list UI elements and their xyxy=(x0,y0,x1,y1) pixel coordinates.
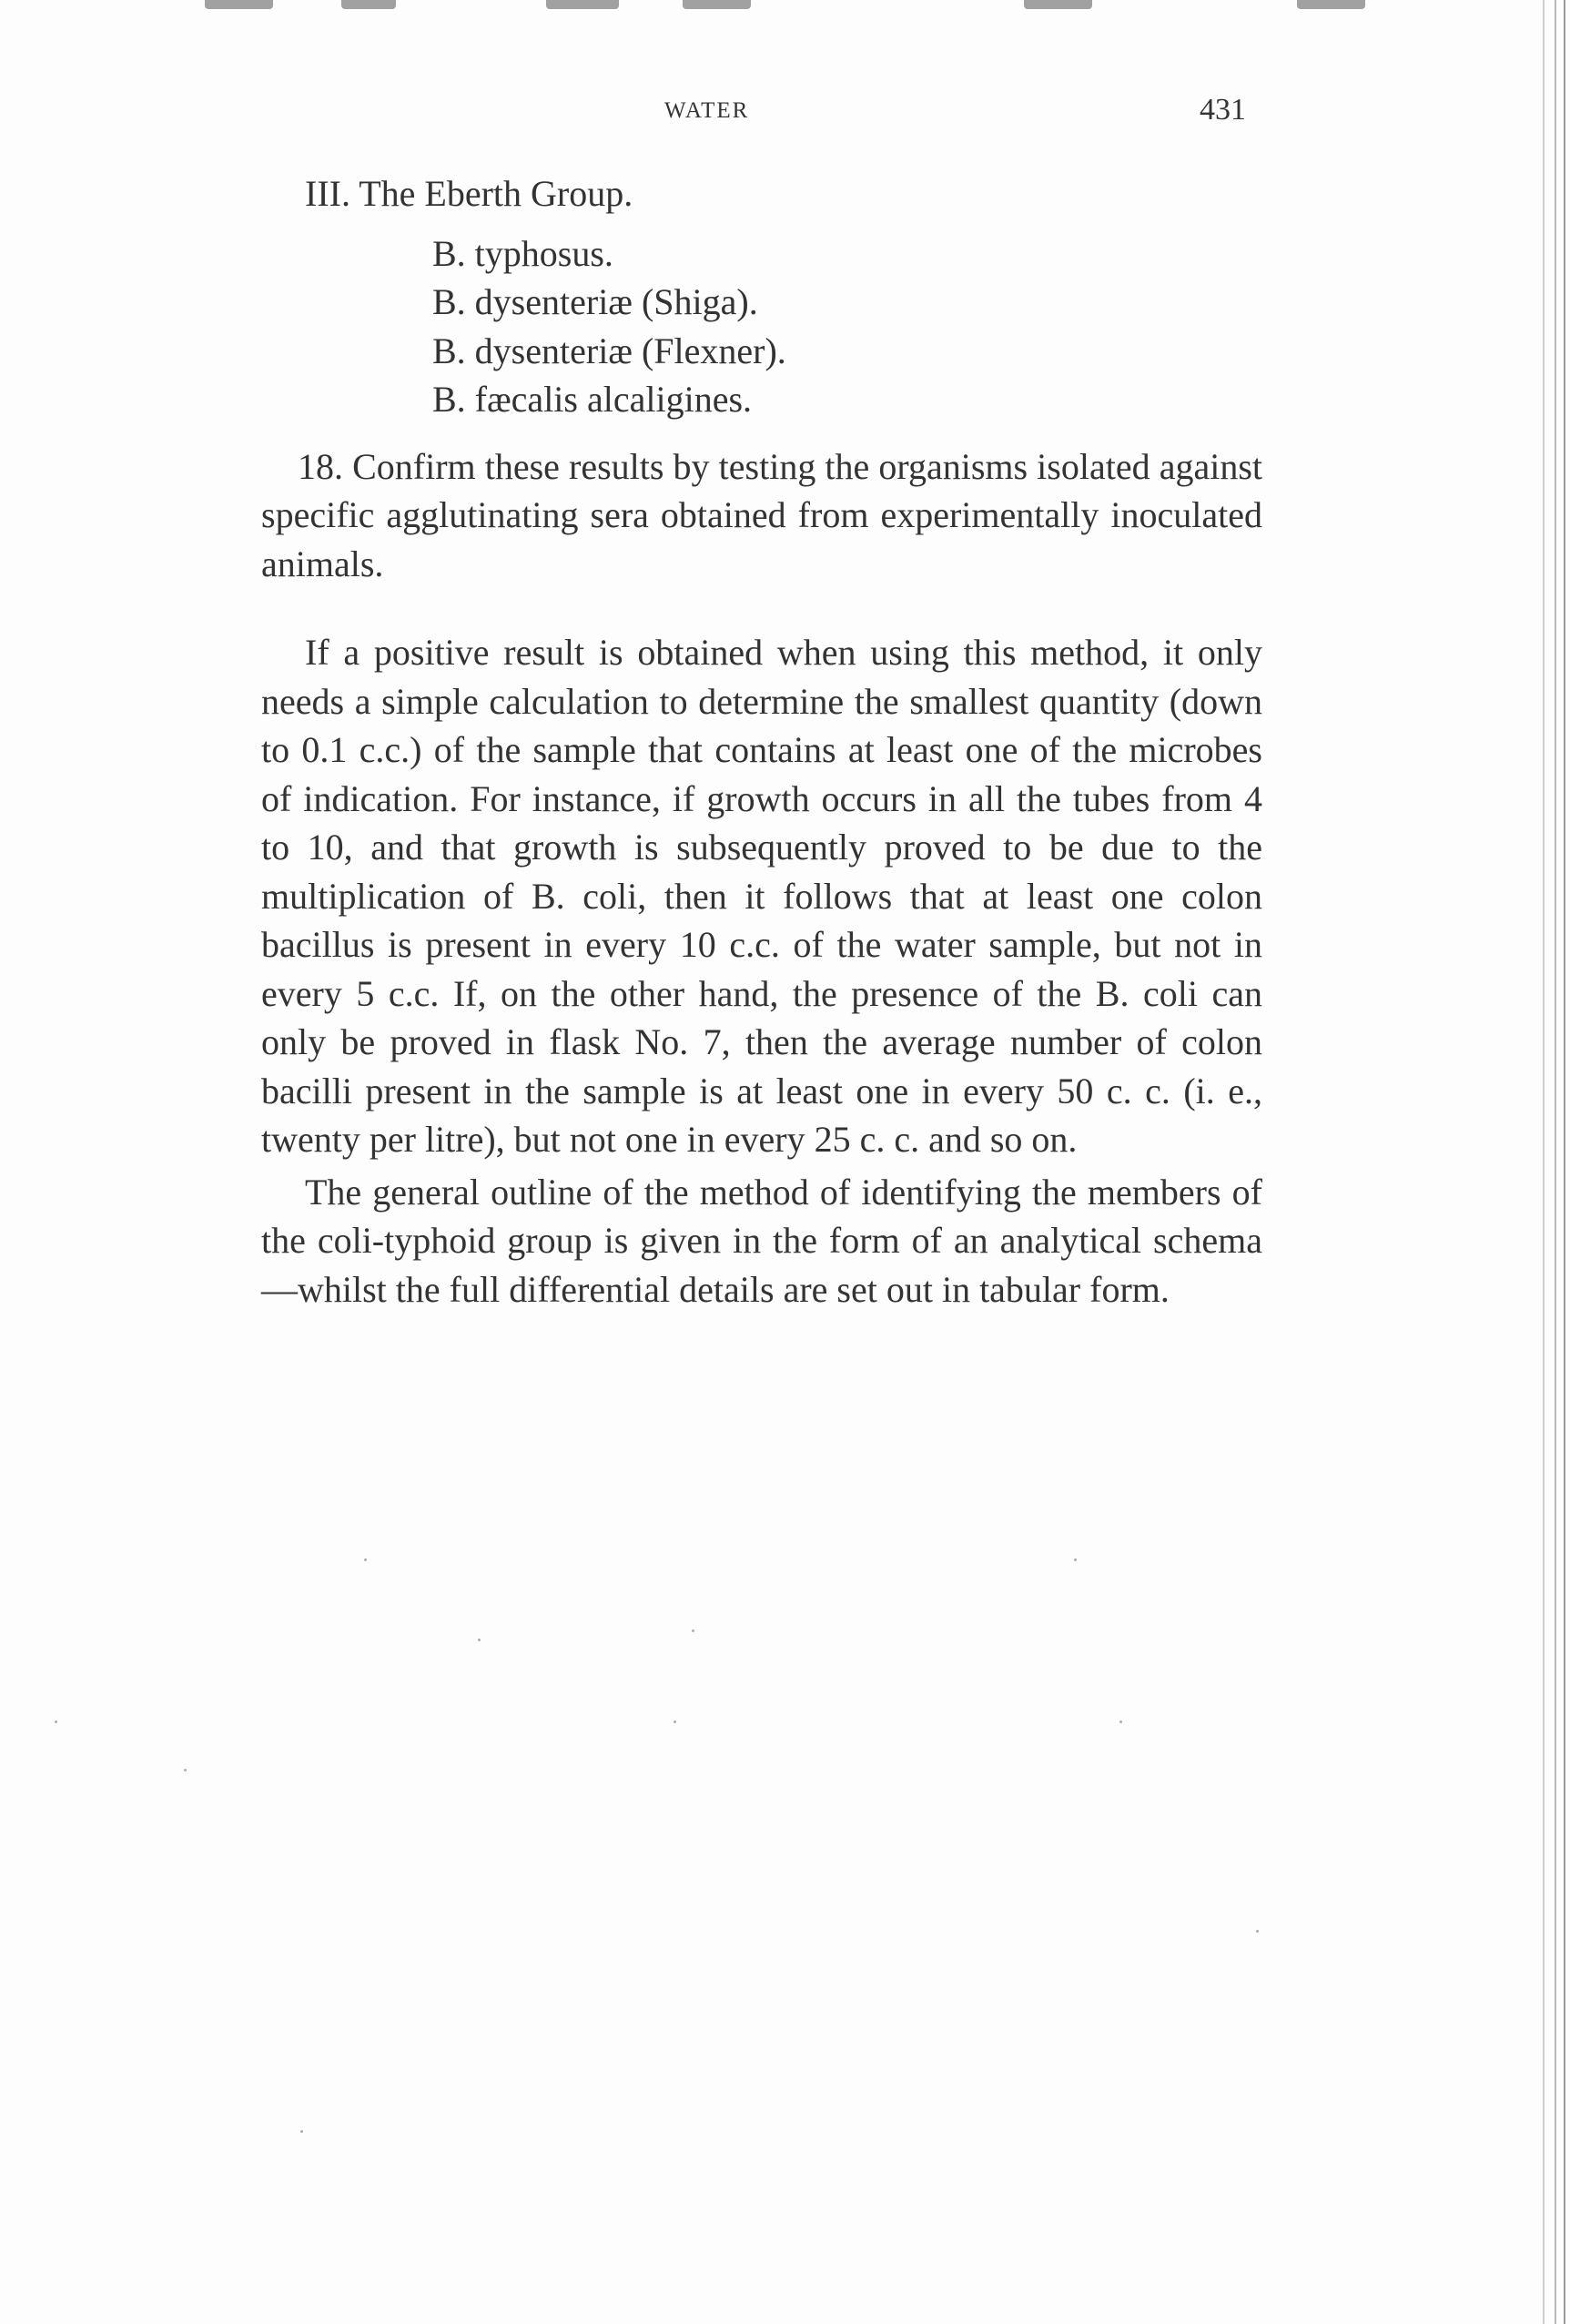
scan-speck xyxy=(1074,1558,1077,1561)
page-edge-line xyxy=(1543,0,1545,2324)
scan-speck xyxy=(692,1629,694,1632)
scan-speck xyxy=(674,1720,676,1723)
paragraph-step-18: 18. Confirm these results by testing the organisms isolated against specific agglutinating sera obtained from experimentally inoculated animals. xyxy=(261,445,1262,584)
group-heading: III. The Eberth Group. xyxy=(305,173,633,214)
scan-speck xyxy=(1256,1930,1259,1933)
top-edge-mark xyxy=(683,0,751,9)
scan-speck xyxy=(184,1769,187,1771)
running-head xyxy=(0,93,1570,135)
organism-item: B. fæcalis alcaligines. xyxy=(432,379,753,420)
scan-speck xyxy=(364,1558,367,1561)
organism-item: B. typhosus. xyxy=(432,232,613,274)
top-edge-mark xyxy=(1297,0,1365,9)
top-edge-mark xyxy=(205,0,273,9)
scan-speck xyxy=(478,1639,481,1641)
organism-item: B. dysenteriæ (Shiga). xyxy=(432,281,758,322)
organism-item: B. dysenteriæ (Flexner). xyxy=(432,330,786,371)
scan-speck xyxy=(55,1720,57,1723)
paragraph-general-outline: The general outline of the method of identifying the members of the coli-typhoid group is given in the form of an analytical schema—whilst the full differential details are set out in tabular form. xyxy=(261,1171,1262,1310)
scan-speck xyxy=(1119,1720,1122,1723)
scan-speck xyxy=(300,2130,303,2133)
paragraph-positive-result: If a positive result is obtained when using this method, it only needs a simple calculation to determine the smallest quantity (down to 0.1 c.c.) of the sample that contains at least one of the microbes of indication. For instance, if growth occurs in all the tubes from 4 to 10, and that growth is subsequently proved to be due to the multiplication of B. coli, then it follows that at least one colon bacillus is present in every 10 c.c. of the water sample, but not in every 5 c.c. If, on the other hand, the presence of the B. coli can only be proved in flask No. 7, then the average number of colon bacilli present in the sample is at least one in every 50 c. c. (i. e., twenty per litre), but not one in every 25 c. c. and so on. xyxy=(261,632,1262,1160)
top-edge-mark xyxy=(546,0,619,9)
page-edge-line xyxy=(1564,0,1565,2324)
running-title: WATER xyxy=(664,98,750,123)
top-edge-mark xyxy=(1024,0,1092,9)
page-body xyxy=(261,169,1262,1314)
page-number: 431 xyxy=(1200,93,1246,127)
organism-list xyxy=(432,229,1262,424)
top-edge-mark xyxy=(341,0,396,9)
page-edge-line xyxy=(1555,0,1556,2324)
